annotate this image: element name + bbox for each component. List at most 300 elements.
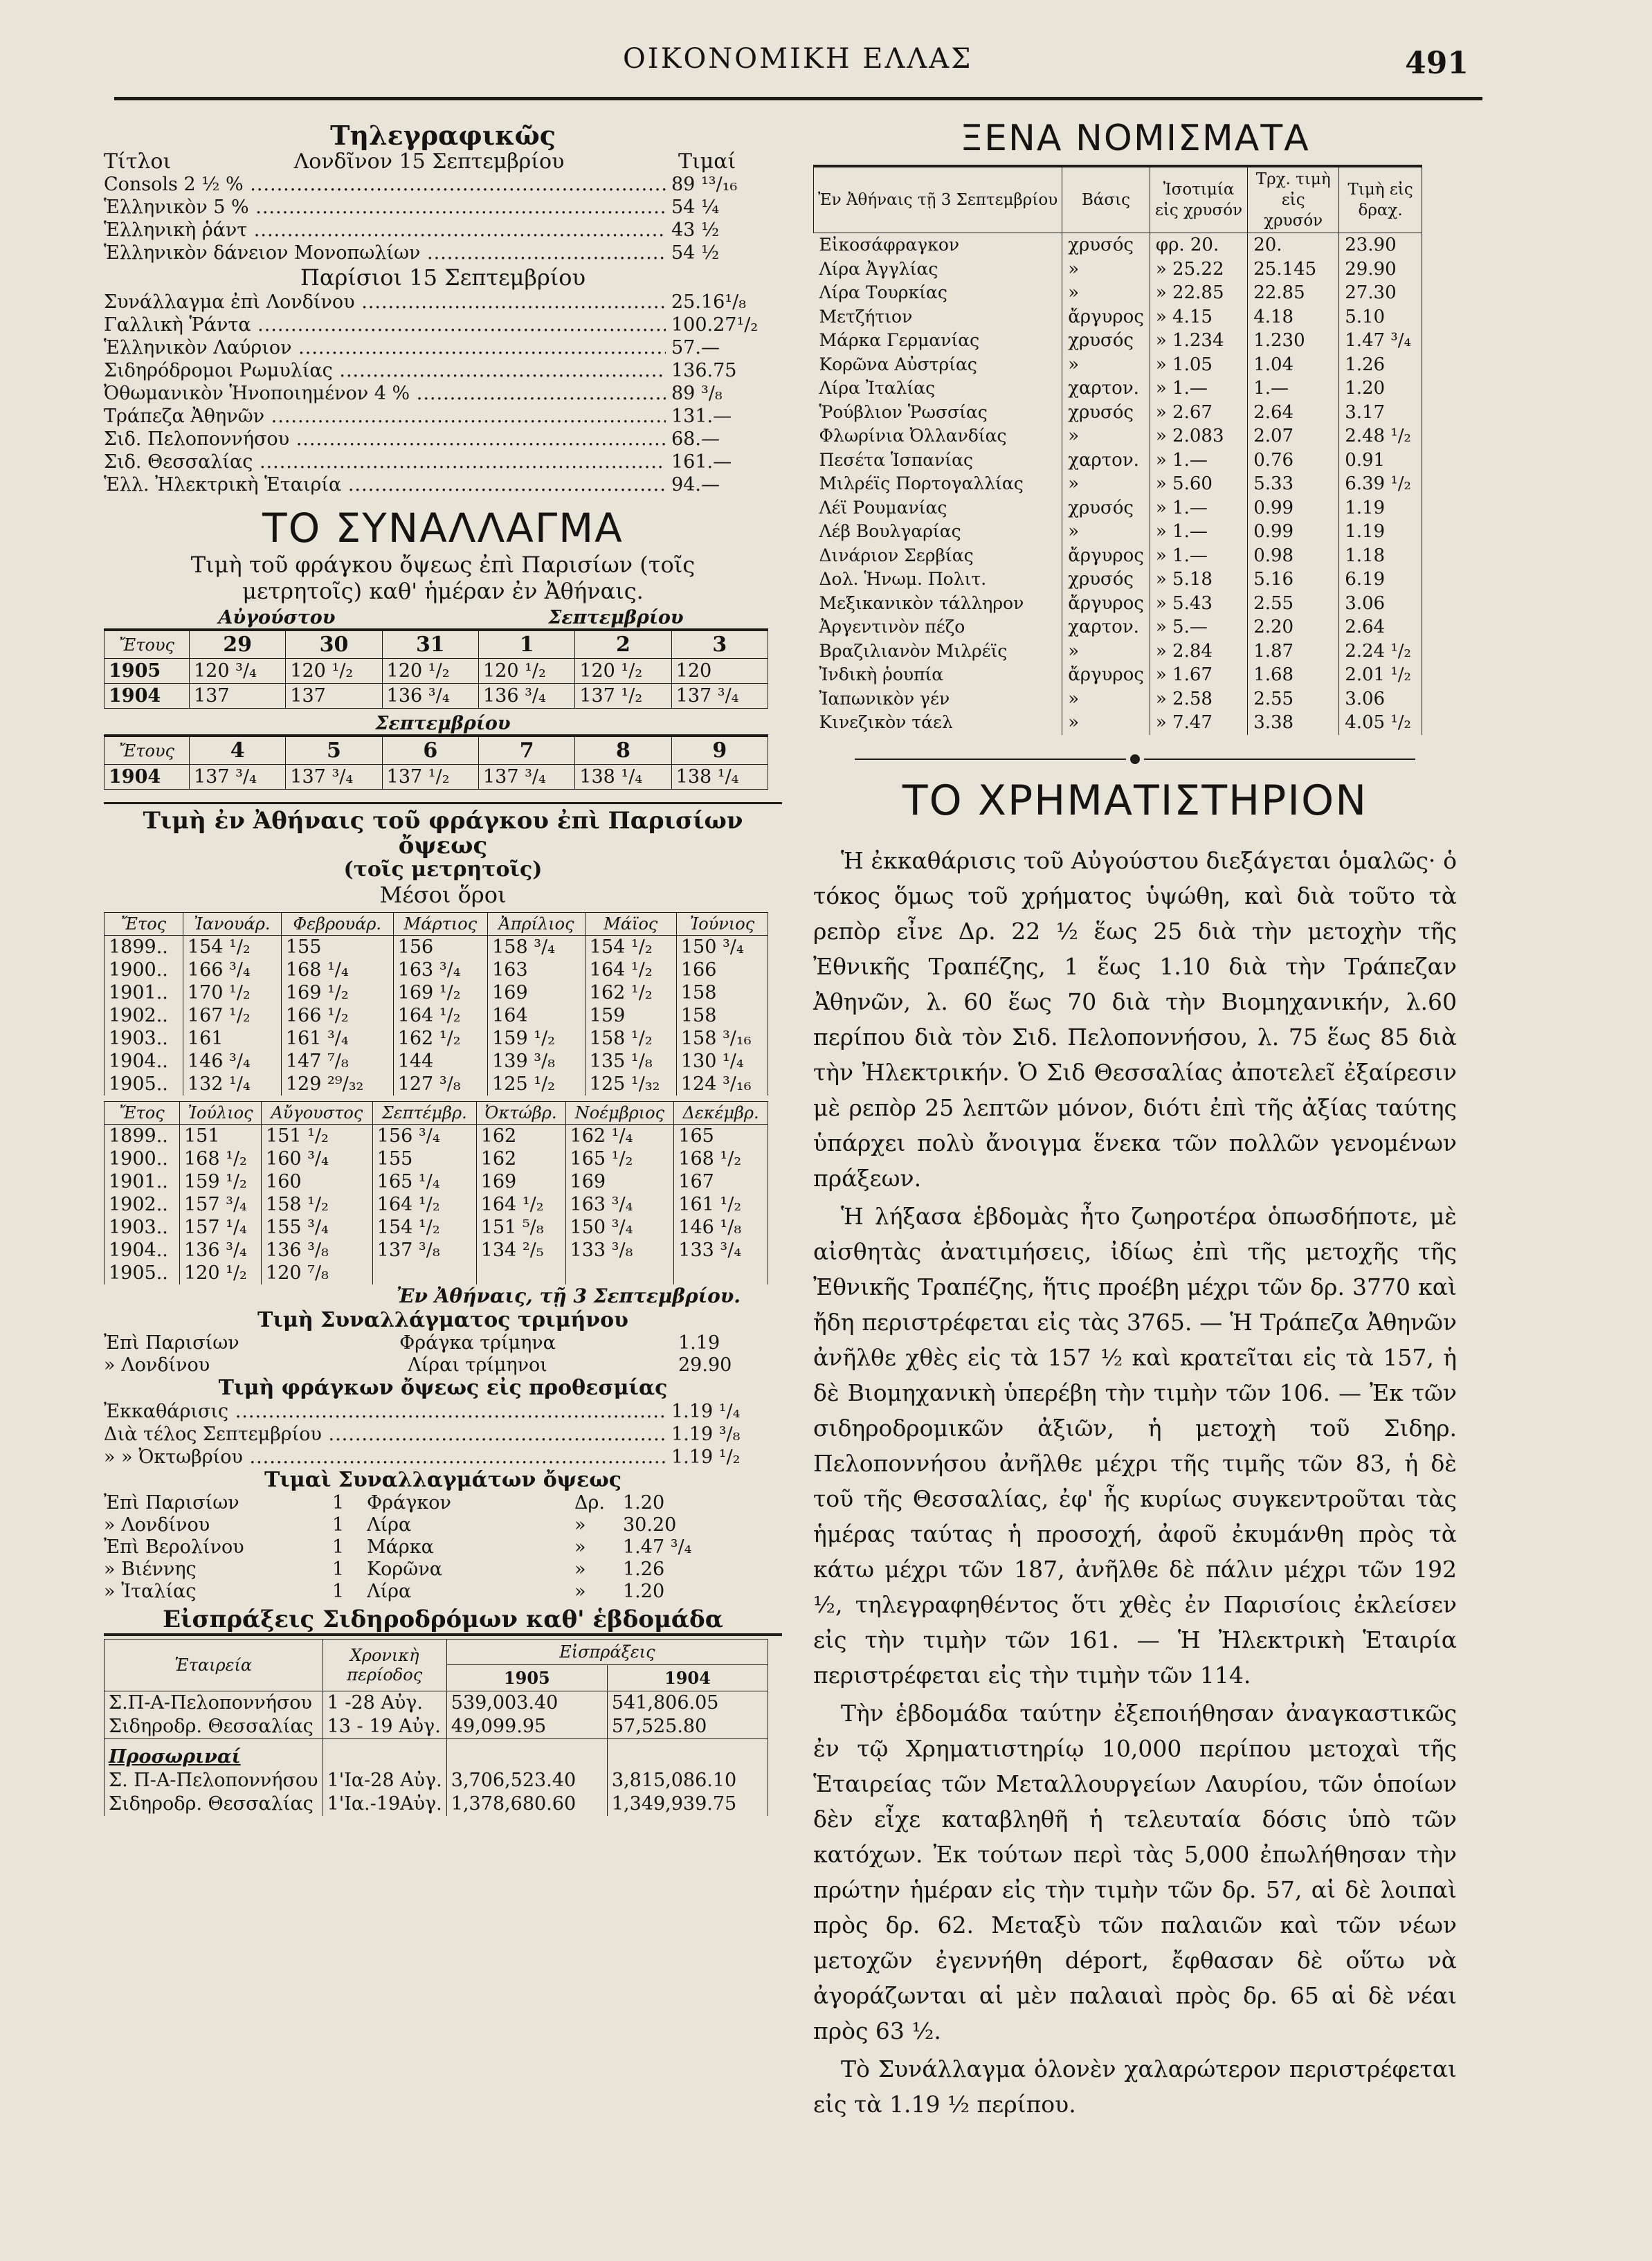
- avg1-cell: 158: [676, 981, 768, 1004]
- day-header: 30: [286, 630, 382, 659]
- fx-cell: »: [1062, 472, 1150, 496]
- london-quote: [104, 196, 782, 219]
- rail-h-1904: 1904: [607, 1664, 768, 1691]
- avg2-cell: 1905..: [105, 1262, 180, 1284]
- fx-cell: Λέβ Βουλγαρίας: [814, 520, 1062, 544]
- avg-title-2: (τοῖς μετρητοῖς): [343, 857, 543, 882]
- sight-unit: Λίρα: [367, 1514, 412, 1536]
- day-header: 6: [382, 736, 478, 765]
- avg1-cell: 164 ¹/₂: [585, 959, 676, 981]
- paris-quote-label: Συνάλλαγμα ἐπὶ Λονδίνου .....: [104, 291, 666, 314]
- avg1-cell: 158 ³/₄: [488, 936, 586, 959]
- fx-cell: » 5.18: [1150, 567, 1247, 592]
- fx-cell: Βραζιλιανὸν Μιλρέϊς: [814, 639, 1062, 664]
- avg1-cell: 158: [676, 1004, 768, 1027]
- fx-cell: χρυσός: [1062, 401, 1150, 425]
- fx-cell: χαρτον.: [1062, 376, 1150, 401]
- avg1-header: Ἀπρίλιος: [488, 913, 586, 936]
- london-heading: Λονδῖνον 15 Σεπτεμβρίου: [293, 149, 565, 174]
- avg1-row: [105, 981, 768, 1004]
- avg2-header: Αὔγουστος: [262, 1102, 373, 1125]
- rate-cell: 120 ¹/₂: [382, 659, 478, 684]
- exchange-month-labels: [104, 607, 782, 628]
- paris-quote-label: Ἑλλ. Ἠλεκτρικὴ Ἑταιρία .....: [104, 473, 666, 496]
- fx-cell: χρυσός: [1062, 567, 1150, 592]
- bills-value: 29.90: [678, 1354, 732, 1376]
- monthly-average-table-1: [104, 912, 768, 1096]
- avg2-row: [105, 1170, 768, 1193]
- avg2-cell: 157 ³/₄: [180, 1193, 262, 1216]
- fx-cell: » 1.—: [1150, 376, 1247, 401]
- fx-cell: 25.145: [1248, 257, 1339, 282]
- avg1-cell: 1904..: [105, 1050, 183, 1073]
- rail-v1904: 3,815,086.10: [607, 1769, 768, 1792]
- bills-list: [104, 1332, 782, 1377]
- fx-cell: Ἀργεντινὸν πέζο: [814, 615, 1062, 639]
- sight-currency: »: [574, 1559, 586, 1580]
- monthly-average-table-2: [104, 1101, 768, 1284]
- year-header: Ἔτους: [105, 630, 190, 659]
- forward-row: [104, 1423, 782, 1446]
- year-cell: 1904: [105, 684, 190, 709]
- london-quote-label: Ἑλληνικὸν 5 % .....: [104, 196, 666, 219]
- avg1-cell: 163 ³/₄: [393, 959, 487, 981]
- fx-cell: »: [1062, 687, 1150, 711]
- paris-quote-value: 161.—: [671, 451, 732, 473]
- fx-row: [814, 544, 1422, 568]
- fx-cell: » 2.84: [1150, 639, 1247, 664]
- fx-cell: 3.38: [1248, 711, 1339, 735]
- header-rule: [114, 97, 1482, 100]
- daily-row: [105, 659, 768, 684]
- fx-cell: » 2.67: [1150, 401, 1247, 425]
- avg2-cell: 169: [565, 1170, 674, 1193]
- avg1-cell: 166 ¹/₂: [281, 1004, 393, 1027]
- fx-cell: Λέϊ Ρουμανίας: [814, 496, 1062, 520]
- avg1-cell: 164: [488, 1004, 586, 1027]
- fx-cell: 0.91: [1339, 448, 1422, 473]
- forward-title: Τιμὴ φράγκων ὄψεως εἰς προθεσμίας: [218, 1376, 668, 1400]
- fx-row: [814, 305, 1422, 329]
- fx-cell: 0.98: [1248, 544, 1339, 568]
- fx-cell: 1.230: [1248, 329, 1339, 353]
- avg2-header: Σεπτέμβρ.: [372, 1102, 476, 1125]
- rail-v1905: 1,378,680.60: [446, 1792, 607, 1816]
- sight-value: 1.20: [623, 1492, 665, 1514]
- rail-empty-cell: [446, 1739, 607, 1770]
- avg2-cell: 150 ³/₄: [565, 1216, 674, 1239]
- avg2-cell: 151 ¹/₂: [262, 1125, 373, 1148]
- fx-cell: Δολ. Ἡνωμ. Πολιτ.: [814, 567, 1062, 592]
- fx-cell: Ἰνδικὴ ῥουπία: [814, 663, 1062, 687]
- avg2-cell: 168 ¹/₂: [674, 1147, 768, 1170]
- sight-qty: 1: [332, 1581, 345, 1602]
- avg1-cell: 127 ³/₈: [393, 1073, 487, 1096]
- fx-cell: »: [1062, 639, 1150, 664]
- running-header: [0, 43, 1652, 84]
- paris-quote-value: 136.75: [671, 360, 737, 381]
- fx-row: [814, 615, 1422, 639]
- fx-cell: » 1.67: [1150, 663, 1247, 687]
- fx-row: [814, 448, 1422, 473]
- london-quote-value: 43 ½: [671, 219, 720, 241]
- fx-cell: Μιλρέϊς Πορτογαλλίας: [814, 472, 1062, 496]
- sight-value: 30.20: [623, 1514, 677, 1536]
- sight-place: Ἐπὶ Βερολίνου: [104, 1536, 244, 1558]
- sight-unit: Κορῶνα: [367, 1559, 442, 1580]
- avg1-row: [105, 1004, 768, 1027]
- fx-row: [814, 567, 1422, 592]
- bills-place: Ἐπὶ Παρισίων: [104, 1332, 239, 1354]
- stock-paragraph-2: Ἡ λήξασα ἑβδομὰς ἦτο ζωηροτέρα ὁπωσδήποτε, μὲ αἰσθητὰς ἀνατιμήσεις, ἰδίως ἐπὶ τῆς μετοχῆς τῆς Ἐθνικῆς Τραπέζης, ἥτις προέβη μέχρι τῶν δρ. 3770 καὶ ἤδη περιστρέφεται εἰς τὰς 3765. — Ἡ Τράπεζα Ἀθηνῶν ἀνῆλθε χθὲς εἰς τὰ 157 ½ καὶ κρατεῖται εἰς τὰ 157, ἡ δὲ Βιομηχανικὴ ὑπερέβη τὴν τιμὴν τῶν 106. — Ἐκ τῶν σιδηροδρομικῶν ἀξιῶν, ἡ μετοχὴ τοῦ Σιδηρ. Πελοποννήσου ἀνῆλθε μέχρι τῆς τιμῆς τῶν 83, ἡ δὲ τοῦ τῆς Θεσσαλίας, ἐφ' ἧς κυρίως συγκεντροῦται τὰς ἡμέρας ταύτας ἡ προσοχή, ἀφοῦ ἐκυμάνθη πρὸς τὰ κάτω μέχρι τῶν 187, ἀνῆλθε δὲ πάλιν μέχρι τῶν 192 ½, τηλεγραφηθέντος ὅτι χθὲς ἐν Παρισίοις ἐκλείσεν εἰς τὴν τιμὴν τῶν 161. — Ἡ Ἠλεκτρικὴ Ἑταιρία περιστρέφεται εἰς τὴν τιμὴν τῶν 114.: [813, 1202, 1457, 1689]
- fx-cell: » 1.—: [1150, 544, 1247, 568]
- avg-date-note: Ἐν Ἀθήναις, τῇ 3 Σεπτεμβρίου.: [396, 1284, 741, 1307]
- avg2-cell: 160: [262, 1170, 373, 1193]
- fx-cell: 2.55: [1248, 592, 1339, 616]
- fx-row: [814, 687, 1422, 711]
- rate-cell: 120 ¹/₂: [286, 659, 382, 684]
- paris-quote-value: 68.—: [671, 428, 720, 450]
- fx-cell: ἄργυρος: [1062, 592, 1150, 616]
- avg2-header-row: [105, 1102, 768, 1125]
- fx-cell: Μάρκα Γερμανίας: [814, 329, 1062, 353]
- sight-unit: Μάρκα: [367, 1536, 434, 1558]
- avg1-cell: 154 ¹/₂: [585, 936, 676, 959]
- avg2-cell: 159 ¹/₂: [180, 1170, 262, 1193]
- avg2-header: Ἔτος: [105, 1102, 180, 1125]
- avg1-cell: 169: [488, 981, 586, 1004]
- avg2-cell: 164 ¹/₂: [476, 1193, 565, 1216]
- forward-row: [104, 1400, 782, 1423]
- avg1-cell: 164 ¹/₂: [393, 1004, 487, 1027]
- fx-cell: 2.07: [1248, 424, 1339, 448]
- fx-cell: χαρτον.: [1062, 448, 1150, 473]
- day-header: 31: [382, 630, 478, 659]
- fx-cell: Λίρα Ἀγγλίας: [814, 257, 1062, 282]
- avg1-cell: 1901..: [105, 981, 183, 1004]
- daily-row: [105, 765, 768, 790]
- rate-cell: 137 ³/₄: [190, 765, 286, 790]
- paris-quote-label: Σιδ. Πελοποννήσου .....: [104, 428, 666, 451]
- avg1-header: Ἰούνιος: [676, 913, 768, 936]
- paris-quotes: [104, 291, 782, 496]
- daily-header-row: [105, 630, 768, 659]
- avg2-cell: 160 ³/₄: [262, 1147, 373, 1170]
- section-rule: [104, 802, 782, 804]
- fx-row: [814, 592, 1422, 616]
- sight-qty: 1: [332, 1492, 345, 1514]
- avg2-cell: 164 ¹/₂: [372, 1193, 476, 1216]
- rail-period: 1'Ια-28 Αὐγ.: [323, 1769, 446, 1792]
- avg2-row: [105, 1262, 768, 1284]
- fx-row: [814, 281, 1422, 305]
- fx-cell: Φλωρίνια Ὀλλανδίας: [814, 424, 1062, 448]
- sight-unit: Λίρα: [367, 1581, 412, 1602]
- paris-quote: [104, 473, 782, 496]
- fx-cell: » 2.083: [1150, 424, 1247, 448]
- avg1-cell: 147 ⁷/₈: [281, 1050, 393, 1073]
- fx-cell: » 1.—: [1150, 448, 1247, 473]
- rail-v1904: 1,349,939.75: [607, 1792, 768, 1816]
- fx-cell: 20.: [1248, 233, 1339, 257]
- fx-cell: 5.33: [1248, 472, 1339, 496]
- avg2-cell: 136 ³/₈: [262, 1239, 373, 1262]
- sight-currency: Δρ.: [574, 1492, 605, 1514]
- avg2-row: [105, 1216, 768, 1239]
- avg1-header-row: [105, 913, 768, 936]
- stock-report: [813, 843, 1457, 2122]
- avg1-cell: 168 ¹/₄: [281, 959, 393, 981]
- avg-title: Τιμὴ ἐν Ἀθήναις τοῦ φράγκου ἐπὶ Παρισίων ὄψεως: [143, 807, 743, 860]
- fx-cell: 5.10: [1339, 305, 1422, 329]
- fx-cell: 1.26: [1339, 353, 1422, 377]
- avg2-cell: 1904..: [105, 1239, 180, 1262]
- sight-row: [104, 1559, 782, 1581]
- forward-row-label: » » Ὀκτωβρίου .....: [104, 1446, 666, 1469]
- telegraph-heading: Τηλεγραφικῶς: [330, 120, 556, 151]
- rail-h-1905: 1905: [446, 1664, 607, 1691]
- fx-cell: 1.04: [1248, 353, 1339, 377]
- rail-v1904: 57,525.80: [607, 1715, 768, 1739]
- fx-cell: Λίρα Τουρκίας: [814, 281, 1062, 305]
- rail-empty-cell: [323, 1739, 446, 1770]
- fx-cell: » 1.—: [1150, 520, 1247, 544]
- rate-cell: 136 ³/₄: [382, 684, 478, 709]
- avg1-row: [105, 959, 768, 981]
- day-header: 4: [190, 736, 286, 765]
- avg2-row: [105, 1193, 768, 1216]
- avg1-cell: 167 ¹/₂: [183, 1004, 281, 1027]
- fx-cell: 1.87: [1248, 639, 1339, 664]
- fx-cell: » 1.—: [1150, 496, 1247, 520]
- fx-row: [814, 329, 1422, 353]
- fx-h-price: Τιμὴ εἰς δραχ.: [1339, 166, 1422, 233]
- avg1-cell: 158 ¹/₂: [585, 1027, 676, 1050]
- daily-rate-table-2: [104, 734, 768, 790]
- rail-h-receipts: Εἰσπράξεις: [446, 1640, 768, 1665]
- ornament-rule: [855, 754, 1415, 764]
- avg2-cell: 161 ¹/₂: [674, 1193, 768, 1216]
- fx-cell: »: [1062, 257, 1150, 282]
- bills-row: [104, 1332, 782, 1354]
- fx-cell: 2.48 ¹/₂: [1339, 424, 1422, 448]
- london-quote-label: Ἑλληνικὸν δάνειον Μονοπωλίων .....: [104, 242, 666, 264]
- avg2-header: Ἰούλιος: [180, 1102, 262, 1125]
- fx-cell: 0.99: [1248, 520, 1339, 544]
- paris-quote-value: 57.—: [671, 337, 720, 358]
- fx-h-coin: Ἐν Ἀθήναις τῇ 3 Σεπτεμβρίου: [814, 166, 1062, 233]
- fx-row: [814, 496, 1422, 520]
- rate-cell: 136 ³/₄: [478, 684, 574, 709]
- rail-title: Εἰσπράξεις Σιδηροδρόμων καθ' ἑβδομάδα: [104, 1606, 782, 1636]
- fx-cell: » 1.05: [1150, 353, 1247, 377]
- rate-cell: 138 ¹/₄: [575, 765, 671, 790]
- avg2-cell: 163 ³/₄: [565, 1193, 674, 1216]
- avg1-cell: 129 ²⁹/₃₂: [281, 1073, 393, 1096]
- day-header: 5: [286, 736, 382, 765]
- telegraph-subheader: [104, 151, 782, 173]
- avg1-cell: 1903..: [105, 1027, 183, 1050]
- fx-cell: 0.99: [1248, 496, 1339, 520]
- fx-row: [814, 424, 1422, 448]
- rail-period: 1'Ια.-19Αὐγ.: [323, 1792, 446, 1816]
- avg2-row: [105, 1239, 768, 1262]
- bills-desc: Λίραι τρίμηνοι: [408, 1354, 547, 1376]
- rail-company: Σ. Π-Α-Πελοποννήσου: [105, 1769, 323, 1792]
- paris-quote: [104, 359, 782, 382]
- fx-cell: Μεξικανικὸν τάλληρον: [814, 592, 1062, 616]
- avg2-cell: 158 ¹/₂: [262, 1193, 373, 1216]
- bills-place: » Λονδίνου: [104, 1354, 210, 1376]
- rate-cell: 137 ³/₄: [671, 684, 768, 709]
- paris-quote-label: Γαλλικὴ Ῥάντα .....: [104, 314, 666, 336]
- fx-cell: » 4.15: [1150, 305, 1247, 329]
- avg2-cell: 1902..: [105, 1193, 180, 1216]
- page-number: 491: [1405, 46, 1469, 81]
- rail-company: Σιδηροδρ. Θεσσαλίας: [105, 1792, 323, 1816]
- rate-cell: 120 ¹/₂: [478, 659, 574, 684]
- fx-cell: 23.90: [1339, 233, 1422, 257]
- forward-row: [104, 1446, 782, 1469]
- sight-value: 1.26: [623, 1559, 665, 1580]
- avg1-cell: 159 ¹/₂: [488, 1027, 586, 1050]
- avg1-cell: 162 ¹/₂: [393, 1027, 487, 1050]
- avg1-cell: 169 ¹/₂: [281, 981, 393, 1004]
- forward-row-value: 1.19 ³/₈: [671, 1424, 741, 1445]
- avg2-cell: 151 ⁵/₈: [476, 1216, 565, 1239]
- sight-place: » Λονδίνου: [104, 1514, 210, 1536]
- col-prices-label: Τιμαί: [678, 149, 736, 174]
- avg2-cell: 154 ¹/₂: [372, 1216, 476, 1239]
- avg1-cell: 163: [488, 959, 586, 981]
- fx-cell: 2.20: [1248, 615, 1339, 639]
- fx-row: [814, 353, 1422, 377]
- foreign-coins-table: [813, 165, 1422, 735]
- fx-row: [814, 257, 1422, 282]
- fx-cell: ἄργυρος: [1062, 663, 1150, 687]
- rail-empty-cell: [607, 1739, 768, 1770]
- london-quote-label: Ἑλληνικὴ ῥάντ .....: [104, 219, 666, 242]
- rate-cell: 137 ¹/₂: [382, 765, 478, 790]
- avg2-cell: 151: [180, 1125, 262, 1148]
- rail-v1904: 541,806.05: [607, 1691, 768, 1716]
- sight-list: [104, 1492, 782, 1603]
- rail-company: Σιδηροδρ. Θεσσαλίας: [105, 1715, 323, 1739]
- rate-cell: 120: [671, 659, 768, 684]
- fx-cell: 1.19: [1339, 520, 1422, 544]
- paris-quote: [104, 336, 782, 359]
- fx-cell: 6.39 ¹/₂: [1339, 472, 1422, 496]
- paris-quote: [104, 405, 782, 428]
- paris-quote-value: 131.—: [671, 406, 732, 427]
- rail-period: 1 -28 Αὐγ.: [323, 1691, 446, 1716]
- avg2-cell: 120 ⁷/₈: [262, 1262, 373, 1284]
- avg1-cell: 166 ³/₄: [183, 959, 281, 981]
- stock-paragraph-3: Τὴν ἑβδομάδα ταύτην ἐξεποιήθησαν ἀναγκαστικῶς ἐν τῷ Χρηματιστηρίῳ 10,000 περίπου μετοχαὶ τῆς Ἑταιρείας τῶν Μεταλλουργείων Λαυρίου, τῶν ὁποίων δὲν εἶχε καταβληθῆ ἡ τελευταία δόσις ὑπὸ τῶν κατόχων. Ἐκ τούτων περὶ τὰς 5,000 ἐπωλήθησαν τὴν πρώτην ἡμέραν εἰς τὴν τιμὴν τῶν δρ. 57, αἱ δὲ λοιπαὶ πρὸς δρ. 62. Μεταξὺ τῶν παλαιῶν καὶ τῶν νέων μετοχῶν ἐγεννήθη déport, ἔφθασαν δὲ οὕτω νὰ ἀγοράζωνται αἱ μὲν παλαιαὶ πρὸς δρ. 65 αἱ δὲ νέαι πρὸς 63 ½.: [813, 1699, 1457, 2044]
- avg2-row: [105, 1147, 768, 1170]
- paris-quote: [104, 382, 782, 405]
- fx-h-rate: Τρχ. τιμὴ εἰς χρυσόν: [1248, 166, 1339, 233]
- fx-cell: 3.06: [1339, 592, 1422, 616]
- bullet-ornament: [1130, 754, 1140, 764]
- fx-cell: 5.16: [1248, 567, 1339, 592]
- fx-cell: 1.20: [1339, 376, 1422, 401]
- avg1-cell: 155: [281, 936, 393, 959]
- sight-currency: »: [574, 1581, 586, 1602]
- avg1-header: Φεβρουάρ.: [281, 913, 393, 936]
- fx-cell: 4.18: [1248, 305, 1339, 329]
- avg1-cell: 150 ³/₄: [676, 936, 768, 959]
- avg1-row: [105, 936, 768, 959]
- paris-quote: [104, 428, 782, 451]
- rate-cell: 120 ¹/₂: [575, 659, 671, 684]
- fx-row: [814, 520, 1422, 544]
- fx-cell: χρυσός: [1062, 329, 1150, 353]
- london-quote-label: Consols 2 ½ % .....: [104, 173, 666, 196]
- col-titles-label: Τίτλοι: [104, 149, 172, 174]
- rail-provisional-row: [105, 1739, 768, 1770]
- rail-v1905: 539,003.40: [446, 1691, 607, 1716]
- september-label-2: Σεπτεμβρίου: [375, 713, 511, 734]
- fx-cell: 2.64: [1248, 401, 1339, 425]
- fx-row: [814, 376, 1422, 401]
- avg2-cell: 162: [476, 1147, 565, 1170]
- paris-heading: Παρίσιοι 15 Σεπτεμβρίου: [300, 264, 586, 291]
- forward-row-label: Διὰ τέλος Σεπτεμβρίου .....: [104, 1423, 666, 1446]
- avg2-cell: 168 ¹/₂: [180, 1147, 262, 1170]
- avg2-cell: 1901..: [105, 1170, 180, 1193]
- avg1-cell: 144: [393, 1050, 487, 1073]
- day-header: 2: [575, 630, 671, 659]
- fx-cell: Κινεζικὸν τάελ: [814, 711, 1062, 735]
- avg1-cell: 161 ³/₄: [281, 1027, 393, 1050]
- fx-cell: 1.19: [1339, 496, 1422, 520]
- sight-place: » Βιέννης: [104, 1559, 197, 1580]
- london-quote: [104, 219, 782, 242]
- stock-paragraph-4: Τὸ Συνάλλαγμα ὁλονὲν χαλαρώτερον περιστρέφεται εἰς τὰ 1.19 ½ περίπου.: [813, 2055, 1457, 2118]
- fx-row: [814, 472, 1422, 496]
- london-quotes: [104, 173, 782, 264]
- paris-quote-label: Σιδηρόδρομοι Ρωμυλίας .....: [104, 359, 666, 382]
- rail-receipts-table: [104, 1639, 768, 1816]
- fx-h-basis: Βάσις: [1062, 166, 1150, 233]
- avg-subtitle: Μέσοι ὅροι: [379, 882, 507, 908]
- sight-qty: 1: [332, 1514, 345, 1536]
- avg1-cell: 158 ³/₁₆: [676, 1027, 768, 1050]
- london-quote-value: 54 ½: [671, 242, 720, 264]
- avg1-cell: 159: [585, 1004, 676, 1027]
- fx-cell: 2.64: [1339, 615, 1422, 639]
- sight-qty: 1: [332, 1536, 345, 1558]
- sight-row: [104, 1492, 782, 1514]
- avg2-cell: 1900..: [105, 1147, 180, 1170]
- fx-cell: » 5.60: [1150, 472, 1247, 496]
- september-label: Σεπτεμβρίου: [548, 607, 684, 628]
- forward-list: [104, 1400, 782, 1469]
- avg2-cell: 120 ¹/₂: [180, 1262, 262, 1284]
- avg2-cell: [372, 1262, 476, 1284]
- rate-cell: 137 ³/₄: [478, 765, 574, 790]
- day-header: 3: [671, 630, 768, 659]
- fx-cell: 22.85: [1248, 281, 1339, 305]
- avg2-row: [105, 1125, 768, 1148]
- avg1-row: [105, 1050, 768, 1073]
- avg1-cell: 161: [183, 1027, 281, 1050]
- fx-cell: 29.90: [1339, 257, 1422, 282]
- fx-cell: ἄργυρος: [1062, 544, 1150, 568]
- rail-row: [105, 1715, 768, 1739]
- paris-quote: [104, 451, 782, 473]
